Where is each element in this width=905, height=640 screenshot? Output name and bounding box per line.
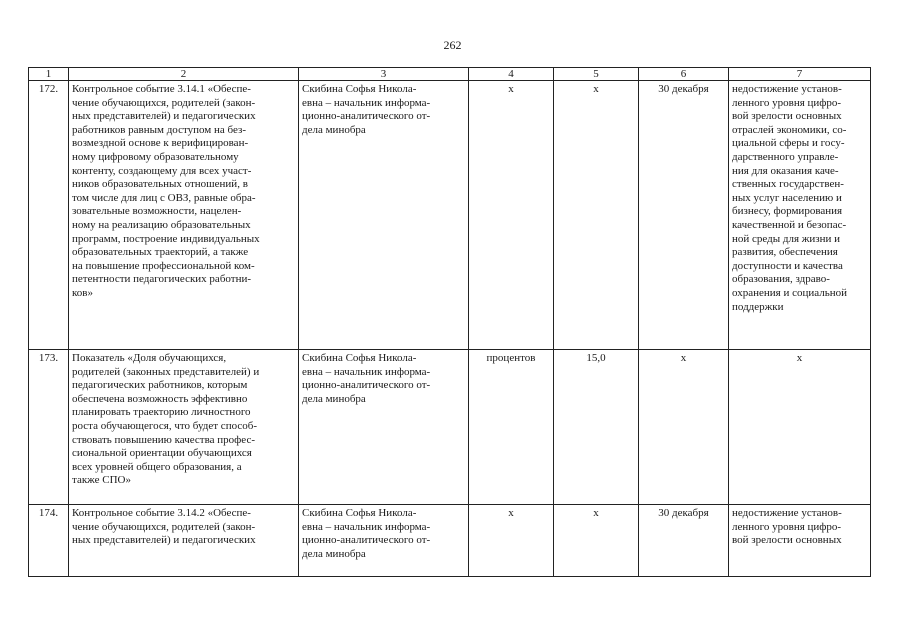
column-number-row [29,68,871,81]
row-responsible: Скибина Софья Никола- евна – начальник информа- ционно-аналитического от- дела минобра [299,505,469,577]
row-number: 174. [29,505,69,577]
row-unit: процентов [469,350,554,505]
row-value: 15,0 [554,350,639,505]
table-row [29,350,871,505]
row-responsible: Скибина Софья Никола- евна – начальник информа- ционно-аналитического от- дела минобра [299,350,469,505]
row-responsible: Скибина Софья Никола- евна – начальник информа- ционно-аналитического от- дела минобра [299,81,469,350]
table-row [29,505,871,577]
row-number: 172. [29,81,69,350]
row-value: х [554,505,639,577]
row-date: 30 декабря [639,505,729,577]
column-number-5: 5 [554,68,639,81]
row-description: Показатель «Доля обучающихся, родителей (законных представителей) и педагогических работников, которым обеспечена возможность эффективно планировать траекторию личностного роста обучающегося, что будет способ- ствовать повышению качества профес- сиональной ориентации обучающихся всех уровней общего образования, а также СПО» [69,350,299,505]
column-number-6: 6 [639,68,729,81]
column-number-7: 7 [729,68,871,81]
row-number: 173. [29,350,69,505]
document-table [28,67,871,577]
row-risk: х [729,350,871,505]
row-unit: х [469,505,554,577]
column-number-1: 1 [29,68,69,81]
row-unit: х [469,81,554,350]
row-risk: недостижение установ- ленного уровня цифро- вой зрелости основных [729,505,871,577]
page-number: 262 [443,38,462,52]
row-risk: недостижение установ- ленного уровня цифро- вой зрелости основных отраслей экономики, со- циальной сферы и госу- дарственного управле- ния для оказания каче- ственных государствен- ных услуг населению и бизнесу, формирования качественной и безопас- ной среды для жизни и развития, обеспечения доступности и качества образования, здраво- охранения и социальной поддержки [729,81,871,350]
column-number-4: 4 [469,68,554,81]
row-value: х [554,81,639,350]
row-date: 30 декабря [639,81,729,350]
row-description: Контрольное событие 3.14.2 «Обеспе- чение обучающихся, родителей (закон- ных представителей) и педагогических [69,505,299,577]
row-date: х [639,350,729,505]
table-row [29,81,871,350]
column-number-2: 2 [69,68,299,81]
column-number-3: 3 [299,68,469,81]
row-description: Контрольное событие 3.14.1 «Обеспе- чение обучающихся, родителей (закон- ных представителей) и педагогических работников равным доступом на без- возмездной основе к верифицирован- ному цифровому образовательному контенту, создающему для всех участ- ников образовательных отношений, в том числе для лиц с ОВЗ, равные обра- зовательные возможности, нацелен- ному на реализацию образовательных программ, построение индивидуальных образовательных траекторий, а также на повышение профессиональной ком- петентности педагогических работни- ков» [69,81,299,350]
